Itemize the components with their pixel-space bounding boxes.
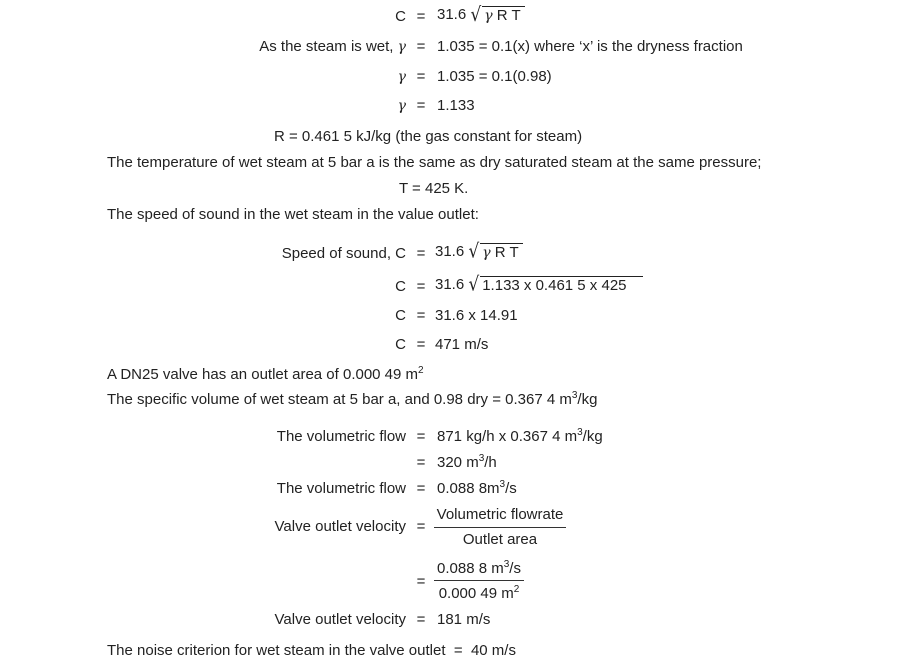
l9-coefficient: 31.6 [435,243,465,260]
l10-lhs: C [395,278,406,295]
l9-radicand-text: R T [494,244,519,261]
equals-sign: = [416,307,426,324]
specific-volume-unit: /kg [577,391,598,408]
equals-sign: = [416,8,426,25]
noise-criterion-statement [107,642,516,660]
l12-rhs: 471 m/s [435,336,489,353]
l19-denominator [434,585,524,603]
l16-rhs-text: 320 m [437,454,479,471]
l1-radicand-text: R T [496,7,521,24]
outlet-area-text: A DN25 valve has an outlet area of 0.000 49 m [107,366,419,383]
outlet-area-statement [107,366,424,384]
l11-rhs: 31.6 x 14.91 [435,307,518,324]
l10-radicand: 1.133 x 0.461 5 x 425 [480,276,642,294]
equals-sign: = [416,278,426,295]
l2-rhs: 1.035 = 0.1(x) where ‘x’ is the dryness fraction [437,38,743,55]
l1-coefficient: 31.6 [437,6,467,23]
temperature-statement: The temperature of wet steam at 5 bar a is the same as dry saturated steam at the same pressure; [107,154,762,171]
l16-rhs [437,454,497,472]
l15-rhs [437,428,603,446]
l17-lhs: The volumetric flow [276,480,406,497]
l19-numerator-text: 0.088 8 m [437,560,504,577]
equals-sign: = [453,642,463,659]
l19-denominator-text: 0.000 49 m [438,585,514,602]
temperature-value: T = 425 K. [399,180,469,197]
gamma-symbol: γ [397,69,406,85]
l2-lhs [200,38,406,56]
noise-criterion-text: The noise criterion for wet steam in the valve outlet [107,642,446,659]
gamma-symbol: γ [484,8,493,24]
l10-sqrt [468,273,642,297]
l19-numerator [434,560,524,578]
equals-sign: = [416,480,426,497]
superscript-3: 3 [503,559,510,570]
specific-volume-text: The specific volume of wet steam at 5 bar a, and 0.98 dry = 0.367 4 m [107,391,572,408]
gamma-symbol: γ [482,245,491,261]
l4-lhs [300,97,406,115]
l20-rhs: 181 m/s [437,611,491,628]
gamma-symbol: γ [397,39,406,55]
l9-radicand [480,243,522,262]
superscript-2: 2 [418,365,424,376]
noise-criterion-value: 40 m/s [470,642,516,659]
gas-constant-line: R = 0.461 5 kJ/kg (the gas constant for steam) [274,128,583,145]
l2-lhs-text: As the steam is wet, [259,38,394,55]
l3-rhs: 1.035 = 0.1(0.98) [437,68,552,85]
l16-rhs-unit: /h [484,454,497,471]
l1-lhs: C [395,8,406,25]
l17-rhs [437,480,517,498]
l11-lhs: C [395,307,406,324]
equals-sign: = [416,428,426,445]
l19-numerator-unit: /s [509,560,521,577]
equals-sign: = [416,245,426,262]
equals-sign: = [416,611,426,628]
l17-rhs-text: 0.088 8m [437,480,500,497]
superscript-3: 3 [478,453,485,464]
l9-sqrt [468,240,522,264]
l20-lhs: Valve outlet velocity [274,611,406,628]
l1-sqrt [470,3,524,27]
equals-sign: = [416,573,426,590]
radical-sign: √ [468,273,480,297]
l1-radicand [482,6,524,25]
equals-sign: = [416,336,426,353]
l19-fraction-bar [434,580,524,581]
l15-rhs-text: 871 kg/h x 0.367 4 m [437,428,578,445]
l18-denominator: Outlet area [462,531,538,548]
radical-sign: √ [470,3,482,27]
l1-rhs [437,3,525,27]
l3-lhs [300,68,406,86]
equals-sign: = [416,38,426,55]
equals-sign: = [416,518,426,535]
equals-sign: = [416,454,426,471]
superscript-3: 3 [571,390,578,401]
superscript-2: 2 [513,584,520,595]
l9-lhs: Speed of sound, C [281,245,406,262]
equals-sign: = [416,97,426,114]
l12-lhs: C [395,336,406,353]
l9-rhs [435,240,523,264]
speed-of-sound-heading: The speed of sound in the wet steam in the value outlet: [107,206,479,223]
superscript-3: 3 [577,427,583,438]
l15-lhs: The volumetric flow [276,428,406,445]
l18-numerator: Volumetric flowrate [436,506,564,523]
l17-rhs-unit: /s [505,480,517,497]
radical-sign: √ [468,240,480,264]
l18-lhs: Valve outlet velocity [274,518,406,535]
gamma-symbol: γ [397,98,406,114]
specific-volume-statement [107,391,597,409]
l15-rhs-unit: /kg [582,428,603,445]
l10-coefficient: 31.6 [435,276,465,293]
l10-rhs [435,273,643,297]
equals-sign: = [416,68,426,85]
l18-fraction-bar [434,527,566,528]
l4-rhs: 1.133 [437,97,475,114]
superscript-3: 3 [499,479,506,490]
